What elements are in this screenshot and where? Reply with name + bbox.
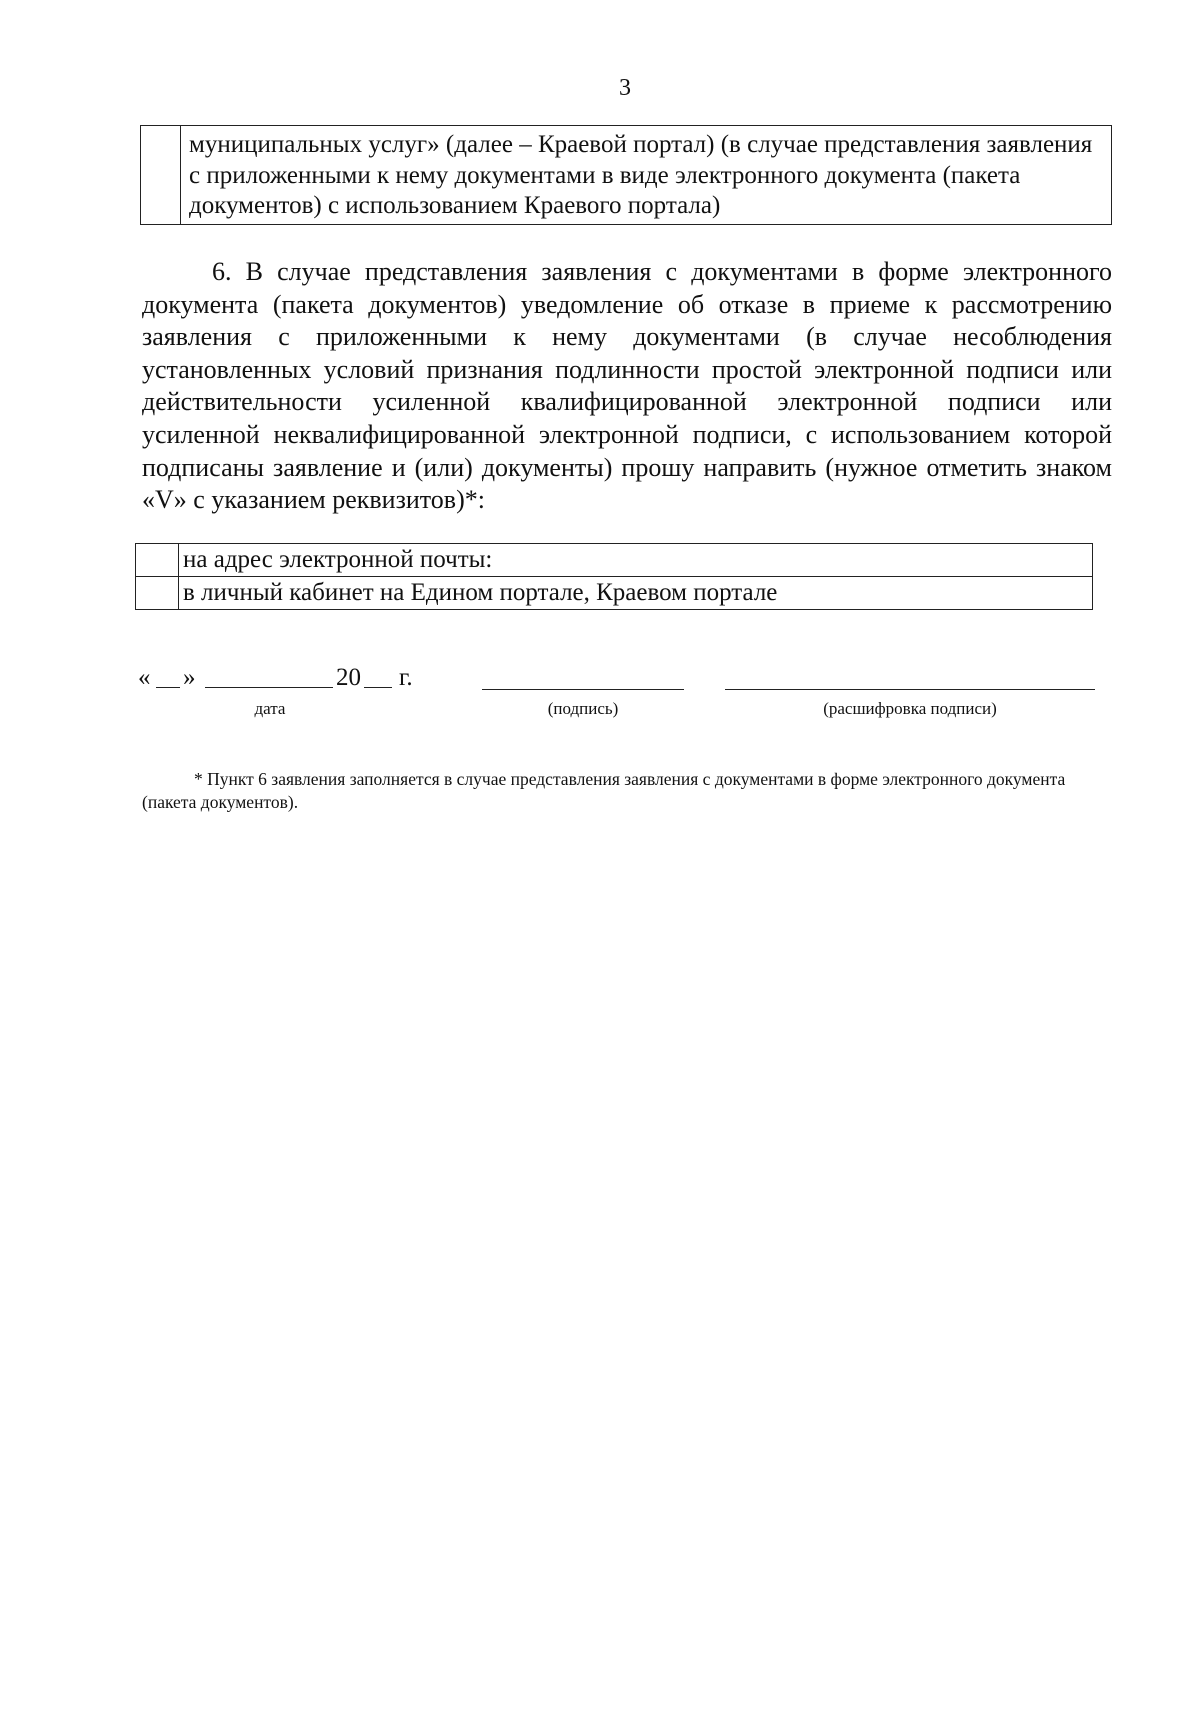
- footnote: * Пункт 6 заявления заполняется в случае представления заявления с документами в форме электронного документа (пакета документов).: [142, 769, 1066, 812]
- day-blank[interactable]: [156, 687, 180, 688]
- option-label-email: на адрес электронной почты:: [179, 544, 1093, 577]
- signature-blank[interactable]: [482, 689, 684, 690]
- date-caption: дата: [254, 699, 286, 718]
- date-quote-close: »: [183, 664, 196, 691]
- option-row-cabinet: [136, 577, 1093, 610]
- option-label-cabinet: в личный кабинет на Едином портале, Краевом портале: [179, 577, 1093, 610]
- option-row-email: [136, 544, 1093, 577]
- month-blank[interactable]: [205, 687, 333, 688]
- checkbox-cell[interactable]: [141, 126, 181, 224]
- page-number: 3: [619, 75, 631, 101]
- decoding-caption: (расшифровка подписи): [823, 699, 997, 718]
- year-suffix: г.: [399, 664, 413, 691]
- services-table-text: муниципальных услуг» (далее – Краевой портал) (в случае представления заявления с приложенными к нему документами в виде электронного документа (пакета документов) с использованием Краевого портала): [189, 131, 1093, 219]
- signature-decoding-blank[interactable]: [725, 689, 1095, 690]
- year-prefix: 20: [336, 664, 361, 691]
- services-table-continuation: [140, 125, 1112, 225]
- notification-options-table: [135, 543, 1093, 610]
- paragraph-6: 6. В случае представления заявления с документами в форме электронного документа (пакета документов) уведомление об отказе в приеме к рассмотрению заявления с приложенными к нему документами (в случае несоблюдения установленных условий признания подлинности простой электронной подписи или действительности усиленной квалифицированной электронной подписи или усиленной неквалифицированной электронной подписи, с использованием которой подписаны заявление и (или) документы) прошу направить (нужное отметить знаком «V» с указанием реквизитов)*:: [142, 257, 1112, 515]
- date-quote-open: «: [138, 664, 151, 691]
- option-checkbox-email[interactable]: [136, 544, 179, 577]
- option-checkbox-cabinet[interactable]: [136, 577, 179, 610]
- signature-caption: (подпись): [547, 699, 619, 718]
- year-blank[interactable]: [364, 687, 392, 688]
